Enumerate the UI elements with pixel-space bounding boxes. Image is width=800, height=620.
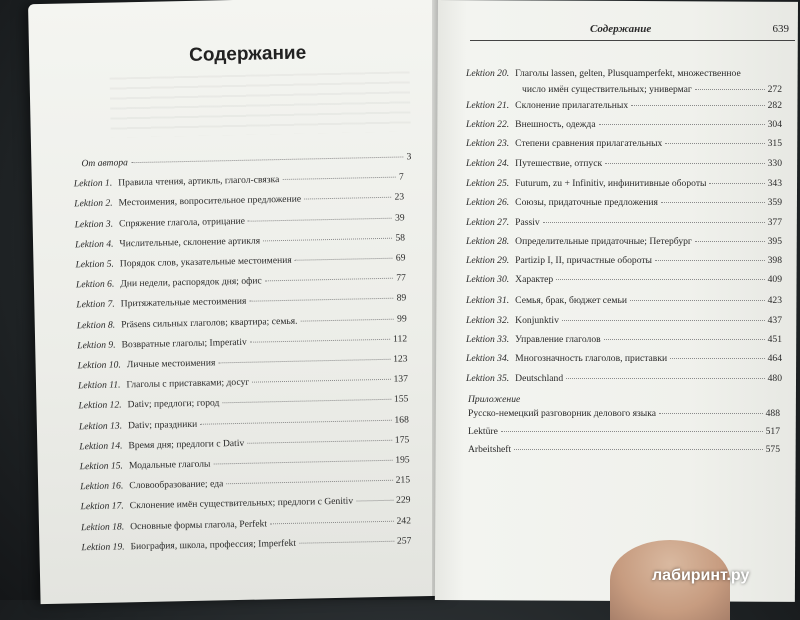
- watermark-logo: лабиринт.ру: [652, 567, 750, 584]
- dot-leader: [248, 217, 392, 221]
- entry-page-number: 168: [394, 414, 409, 426]
- dot-leader: [665, 143, 764, 144]
- page-number: 639: [772, 23, 789, 35]
- dot-leader: [604, 339, 765, 340]
- lesson-number: Lektion 31.: [466, 295, 510, 306]
- dot-leader: [695, 89, 765, 90]
- entry-page-number: 315: [767, 138, 782, 149]
- left-page: [28, 0, 450, 604]
- toc-entry: [466, 274, 782, 285]
- lesson-number: Lektion 33.: [466, 334, 510, 345]
- toc-entry: [466, 353, 782, 364]
- lesson-number: Lektion 12.: [78, 399, 122, 412]
- lesson-number: Lektion 15.: [79, 460, 124, 473]
- dot-leader: [556, 279, 764, 280]
- entry-page-number: 123: [393, 353, 408, 365]
- lesson-number: Lektion 20.: [466, 68, 510, 79]
- lesson-number: Lektion 2.: [74, 197, 113, 210]
- toc-entry: [79, 414, 409, 432]
- toc-entry: [78, 374, 408, 392]
- lesson-number: Lektion 3.: [74, 218, 114, 230]
- dot-leader: [282, 177, 396, 180]
- appendix-heading: Приложение: [468, 394, 521, 405]
- dot-leader: [566, 378, 764, 379]
- entry-title: Deutschland: [515, 373, 564, 384]
- entry-page-number: 58: [395, 232, 406, 244]
- toc-entry: [77, 313, 407, 331]
- entry-page-number: 464: [767, 353, 782, 364]
- entry-title: Биография, школа, профессия; Imperfekt: [130, 537, 297, 553]
- entry-title: Степени сравнения прилагательных: [515, 138, 663, 149]
- dot-leader: [670, 358, 764, 359]
- toc-entry: [78, 353, 408, 371]
- lesson-number: Lektion 19.: [81, 541, 125, 554]
- entry-title: число имён существительных; универмаг: [522, 84, 692, 95]
- dot-leader: [263, 238, 392, 242]
- dot-leader: [299, 541, 394, 544]
- lesson-number: Lektion 25.: [466, 178, 510, 189]
- entry-title: Präsens сильных глаголов; квартира; семья.: [121, 315, 298, 331]
- dot-leader: [265, 278, 394, 282]
- entry-title: Arbeitsheft: [468, 444, 512, 455]
- entry-page-number: 282: [767, 100, 782, 111]
- lesson-number: Lektion 14.: [79, 440, 123, 453]
- lesson-number: Lektion 6.: [75, 278, 115, 291]
- entry-title: Русско-немецкий разговорник делового языка: [468, 408, 657, 419]
- entry-title: Семья, брак, бюджет семьи: [515, 295, 628, 306]
- entry-page-number: 343: [767, 178, 782, 189]
- toc-entry: [74, 192, 404, 210]
- toc-entry: [466, 373, 782, 384]
- dot-leader: [501, 431, 763, 432]
- entry-title: От автора: [81, 157, 129, 170]
- entry-page-number: 359: [767, 197, 782, 208]
- dot-leader: [249, 298, 393, 302]
- dot-leader: [605, 163, 764, 164]
- entry-title: Время дня; предлоги с Dativ: [128, 437, 245, 452]
- entry-title: Многозначность глаголов, приставки: [515, 353, 668, 364]
- toc-entry: [79, 434, 409, 452]
- dot-leader: [200, 419, 391, 424]
- toc-entry: [75, 252, 405, 270]
- lesson-number: Lektion 7.: [76, 298, 115, 311]
- entry-title: Союзы, придаточные предложения: [515, 197, 658, 208]
- lesson-number: Lektion 13.: [78, 420, 123, 432]
- dot-leader: [514, 449, 762, 450]
- entry-page-number: 89: [396, 292, 407, 305]
- lesson-number: Lektion 24.: [466, 158, 510, 169]
- entry-page-number: 3: [406, 151, 412, 163]
- entry-title: Lektüre: [468, 426, 498, 437]
- lesson-number: Lektion 26.: [466, 197, 510, 208]
- toc-entry: [522, 84, 782, 95]
- entry-title: Partizip I, II, причастные обороты: [515, 255, 653, 266]
- entry-page-number: 451: [767, 334, 782, 345]
- dot-leader: [562, 320, 765, 321]
- dot-leader: [131, 156, 404, 163]
- entry-page-number: 437: [767, 315, 782, 326]
- toc-entry: [466, 197, 782, 208]
- toc-entry: [80, 495, 410, 513]
- toc-entry: [466, 315, 782, 326]
- entry-page-number: 272: [767, 84, 782, 95]
- entry-title: Модальные глаголы: [128, 458, 211, 472]
- toc-entry: [466, 138, 782, 149]
- entry-page-number: 242: [396, 514, 412, 527]
- entry-title: Глаголы lassen, gelten, Plusquamperfekt, множественное: [515, 68, 741, 79]
- entry-title: Dativ; предлоги; город: [127, 397, 220, 411]
- toc-entry: [466, 100, 782, 111]
- dot-leader: [695, 241, 765, 242]
- toc-title: Содержание: [188, 42, 307, 66]
- lesson-number: Lektion 4.: [74, 238, 114, 251]
- toc-entry: [76, 273, 406, 291]
- dot-leader: [218, 359, 390, 364]
- dot-leader: [250, 339, 390, 343]
- dot-leader: [543, 222, 765, 223]
- lesson-number: Lektion 18.: [80, 520, 125, 533]
- entry-title: Спряжение глагола, отрицание: [118, 215, 246, 230]
- entry-title: Словообразование; еда: [129, 478, 224, 492]
- entry-page-number: 398: [767, 255, 782, 266]
- dot-leader: [356, 500, 393, 502]
- lesson-number: Lektion 8.: [76, 319, 116, 331]
- bleed-through-text: [110, 71, 411, 137]
- toc-entry: [468, 444, 780, 455]
- toc-entry: [468, 408, 780, 419]
- lesson-number: Lektion 23.: [466, 138, 510, 149]
- toc-entry: [78, 394, 408, 412]
- entry-title: Притяжательные местоимения: [120, 296, 247, 310]
- entry-page-number: 175: [394, 434, 410, 446]
- toc-entry: [74, 172, 404, 190]
- dot-leader: [661, 202, 765, 203]
- dot-leader: [659, 413, 763, 414]
- entry-title: Порядок слов, указательные местоимения: [119, 254, 292, 270]
- toc-entry: [466, 217, 782, 228]
- lesson-number: Lektion 34.: [466, 353, 510, 364]
- entry-title: Основные формы глагола, Perfekt: [130, 517, 268, 532]
- dot-leader: [630, 300, 765, 301]
- entry-page-number: 575: [765, 444, 780, 455]
- dot-leader: [301, 318, 395, 321]
- dot-leader: [226, 480, 392, 484]
- toc-entry: [466, 178, 782, 189]
- entry-page-number: 409: [767, 274, 782, 285]
- entry-title: Личные местоимения: [126, 357, 216, 371]
- lesson-number: Lektion 16.: [80, 480, 124, 493]
- dot-leader: [599, 124, 765, 125]
- lesson-number: Lektion 28.: [466, 236, 510, 247]
- entry-title: Путешествие, отпуск: [515, 158, 603, 169]
- entry-page-number: 423: [767, 295, 782, 306]
- entry-page-number: 69: [395, 252, 406, 264]
- entry-page-number: 229: [396, 494, 411, 507]
- dot-leader: [709, 183, 764, 184]
- running-header-title: Содержание: [590, 23, 652, 35]
- dot-leader: [252, 379, 390, 383]
- toc-entry: [466, 236, 782, 247]
- entry-page-number: 377: [767, 217, 782, 228]
- entry-page-number: 517: [765, 426, 780, 437]
- lesson-number: Lektion 9.: [77, 339, 116, 352]
- dot-leader: [304, 197, 392, 200]
- dot-leader: [631, 105, 764, 106]
- entry-title: Внешность, одежда: [515, 119, 596, 130]
- entry-page-number: 23: [394, 191, 405, 204]
- toc-entry: [466, 68, 782, 79]
- right-page-header: [470, 22, 795, 41]
- lesson-number: Lektion 17.: [80, 500, 124, 513]
- toc-entry: [76, 293, 406, 311]
- lesson-number: Lektion 30.: [466, 274, 510, 285]
- entry-title: Склонение имён существительных; предлоги с Genitiv: [129, 495, 354, 512]
- entry-title: Futurum, zu + Infinitiv, инфинитивные обороты: [515, 178, 707, 189]
- toc-entry: [75, 232, 405, 250]
- toc-entry: [466, 295, 782, 306]
- entry-title: Глаголы с приставками; досуг: [126, 376, 250, 391]
- dot-leader: [213, 460, 392, 465]
- entry-page-number: 330: [767, 158, 782, 169]
- lesson-number: Lektion 10.: [77, 359, 121, 372]
- lesson-number: Lektion 29.: [466, 255, 510, 266]
- entry-title: Konjunktiv: [515, 315, 559, 326]
- toc-entry: [75, 212, 405, 230]
- entry-page-number: 7: [398, 171, 404, 183]
- dot-leader: [655, 260, 765, 261]
- dot-leader: [222, 399, 391, 404]
- toc-entry: [80, 475, 410, 493]
- entry-page-number: 112: [392, 333, 408, 345]
- toc-entry: [466, 119, 782, 130]
- toc-entry: [466, 255, 782, 266]
- toc-entry: [81, 151, 411, 169]
- lesson-number: Lektion 27.: [466, 217, 510, 228]
- entry-page-number: 488: [765, 408, 780, 419]
- lesson-number: Lektion 11.: [77, 379, 121, 392]
- entry-title: Дни недели, распорядок дня; офис: [120, 275, 262, 290]
- entry-title: Склонение прилагательных: [515, 100, 629, 111]
- entry-title: Passiv: [515, 217, 540, 228]
- entry-title: Местоимения, вопросительное предложение: [118, 194, 302, 209]
- toc-entry: [80, 454, 410, 472]
- entry-title: Правила чтения, артикль, глагол-связка: [118, 174, 280, 189]
- entry-page-number: 77: [396, 272, 406, 284]
- dot-leader: [295, 258, 393, 261]
- entry-title: Числительные, склонение артикля: [119, 235, 261, 250]
- lesson-number: Lektion 1.: [73, 177, 113, 190]
- entry-page-number: 99: [397, 313, 407, 325]
- dot-leader: [270, 520, 394, 524]
- toc-entry: [81, 535, 411, 553]
- entry-page-number: 155: [393, 393, 409, 406]
- lesson-number: Lektion 32.: [466, 315, 510, 326]
- entry-title: Определительные придаточные; Петербург: [515, 236, 692, 247]
- entry-page-number: 395: [767, 236, 782, 247]
- lesson-number: Lektion 35.: [466, 373, 510, 384]
- entry-title: Характер: [515, 274, 554, 285]
- entry-page-number: 137: [393, 373, 409, 385]
- entry-page-number: 39: [394, 212, 405, 224]
- toc-entry: [466, 334, 782, 345]
- entry-page-number: 257: [396, 535, 412, 547]
- toc-entry: [468, 426, 780, 437]
- entry-page-number: 304: [767, 119, 782, 130]
- toc-entry: [466, 158, 782, 169]
- toc-entry: [81, 515, 411, 533]
- entry-page-number: 195: [395, 454, 410, 466]
- entry-page-number: 480: [767, 373, 782, 384]
- entry-title: Возвратные глаголы; Imperativ: [121, 336, 247, 351]
- dot-leader: [247, 440, 392, 444]
- lesson-number: Lektion 21.: [466, 100, 510, 111]
- toc-entry: [77, 333, 407, 351]
- lesson-number: Lektion 5.: [75, 258, 114, 271]
- lesson-number: Lektion 22.: [466, 119, 510, 130]
- entry-page-number: 215: [395, 474, 411, 486]
- entry-title: Управление глаголов: [515, 334, 601, 345]
- entry-title: Dativ; праздники: [127, 418, 198, 431]
